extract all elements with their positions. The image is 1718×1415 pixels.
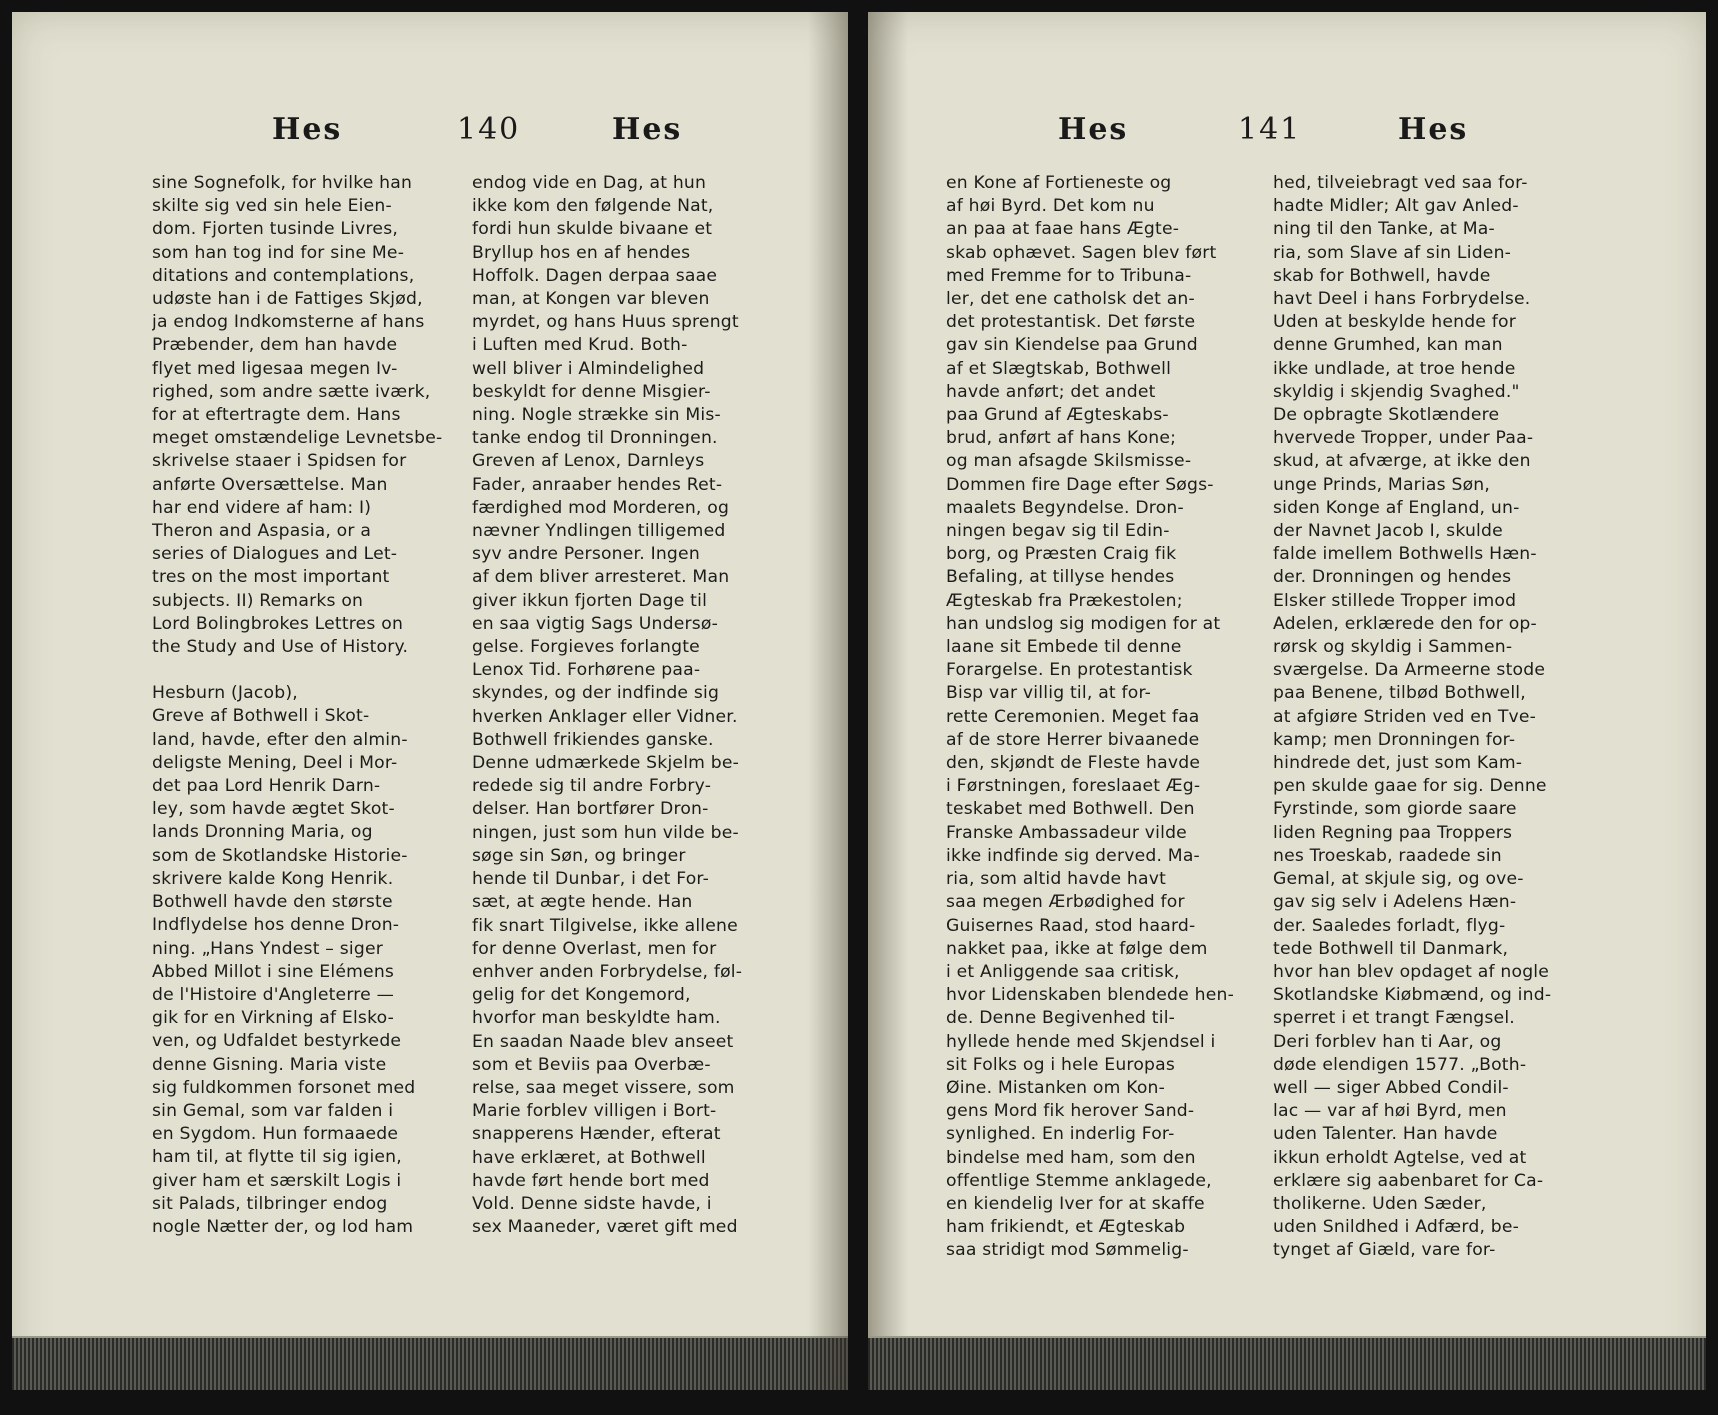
text-line: hvor han blev opdaget af nogle (1273, 961, 1550, 982)
left-page-header (12, 112, 848, 162)
text-line: sin Gemal, som var falden i (152, 1100, 394, 1121)
right-page-header (868, 112, 1706, 162)
text-line: Vold. Denne sidste havde, i (472, 1193, 712, 1214)
text-line: ham frikiendt, et Ægteskab (946, 1217, 1186, 1238)
text-line: det paa Lord Henrik Darn- (152, 776, 381, 797)
text-line: kamp; men Dronningen for- (1273, 729, 1516, 750)
text-line: hed, tilveiebragt ved saa for- (1273, 173, 1528, 193)
text-line: Skotlandske Kiøbmænd, og ind- (1273, 985, 1552, 1006)
text-line: flyet med ligesaa megen Iv- (152, 358, 398, 379)
text-line: nogle Nætter der, og lod ham (152, 1216, 414, 1237)
text-line: Theron and Aspasia, or a (152, 521, 372, 542)
text-line: falde imellem Bothwells Hæn- (1273, 544, 1537, 565)
text-line: myrdet, og hans Huus sprengt (472, 312, 739, 333)
text-line: Greven af Lenox, Darnleys (472, 451, 705, 472)
text-line: der Navnet Jacob I, skulde (1273, 521, 1503, 542)
text-line: ikkun erholdt Agtelse, ved at (1273, 1147, 1527, 1168)
text-line: En saadan Naade blev anseet (472, 1031, 734, 1052)
text-line: Guisernes Raad, stod haard- (946, 915, 1196, 936)
text-line: De opbragte Skotlændere (1273, 405, 1500, 426)
text-line: paa Grund af Ægteskabs- (946, 405, 1169, 426)
text-line: sine Sognefolk, for hvilke han (152, 173, 413, 193)
text-line: series of Dialogues and Let- (152, 544, 398, 565)
text-line: Befaling, at tillyse hendes (946, 567, 1175, 588)
text-line: denne Gisning. Maria viste (152, 1054, 387, 1075)
text-line: gelig for det Kongemord, (472, 985, 691, 1006)
text-line: brud, anført af hans Kone; (946, 428, 1177, 449)
text-line: Bryllup hos en af hendes (472, 242, 691, 263)
text-line: af høi Byrd. Det kom nu (946, 196, 1155, 217)
text-line: der. Dronningen og hendes (1273, 567, 1512, 588)
text-line: saa stridigt mod Sømmelig- (946, 1240, 1189, 1261)
text-line: ham til, at flytte til sig igien, (152, 1147, 402, 1168)
text-line: pen skulde gaae for sig. Denne (1273, 776, 1547, 797)
text-line: syv andre Personer. Ingen (472, 544, 700, 565)
text-line: Elsker stillede Tropper imod (1273, 590, 1517, 611)
text-line: en Kone af Fortieneste og (946, 173, 1172, 193)
text-line: ikke undlade, at troe hende (1273, 358, 1516, 379)
right-page-column-1 (946, 172, 1246, 1263)
text-line: har end videre af ham: I) (152, 497, 372, 518)
text-line: paa Benene, tilbød Bothwell, (1273, 683, 1526, 704)
text-line: Lord Bolingbrokes Lettres on (152, 613, 404, 634)
text-line: Greve af Bothwell i Skot- (152, 706, 370, 727)
text-line: rette Ceremonien. Meget faa (946, 706, 1200, 727)
page-edge (12, 1336, 848, 1390)
text-line: Bothwell frikiendes ganske. (472, 729, 714, 750)
text-line: Bothwell havde den største (152, 892, 393, 913)
right-page-column-2 (1273, 172, 1573, 1263)
text-line: ningen begav sig til Edin- (946, 521, 1170, 542)
text-line: endog vide en Dag, at hun (472, 173, 707, 193)
text-line: Deri forblev han ti Aar, og (1273, 1031, 1502, 1052)
text-line: righed, som andre sætte iværk, (152, 381, 431, 402)
text-line: giver ham et særskilt Logis i (152, 1170, 402, 1191)
text-line: siden Konge af England, un- (1273, 497, 1520, 518)
left-page-column-2 (472, 172, 772, 1239)
text-line: lac — var af høi Byrd, men (1273, 1101, 1507, 1122)
text-line: de l'Histoire d'Angleterre — (152, 984, 394, 1005)
text-line: beskyldt for denne Misgier- (472, 381, 711, 402)
text-line: tres on the most important (152, 567, 390, 588)
text-line: for at eftertragte dem. Hans (152, 405, 401, 426)
text-line: i et Anliggende saa critisk, (946, 961, 1180, 982)
text-line: meget omstændelige Levnetsbe- (152, 428, 443, 449)
text-line: dom. Fjorten tusinde Livres, (152, 219, 399, 240)
text-line: skrivere kalde Kong Henrik. (152, 868, 394, 889)
text-line: ning. „Hans Yndest – siger (152, 938, 384, 959)
right-page-number: 141 (1238, 112, 1302, 147)
text-line: gelse. Forgieves forlangte (472, 637, 700, 658)
text-line: i Førstningen, foreslaaet Æg- (946, 776, 1201, 797)
text-line: sæt, at ægte hende. Han (472, 892, 693, 913)
text-line: liden Regning paa Troppers (1273, 822, 1513, 843)
text-line: land, havde, efter den almin- (152, 729, 408, 750)
text-line: Gemal, at skjule sig, og ove- (1273, 869, 1524, 890)
text-line: hende til Dunbar, i det For- (472, 869, 710, 890)
text-line: tynget af Giæld, vare for- (1273, 1240, 1496, 1261)
text-line: hadte Midler; Alt gav Anled- (1273, 196, 1519, 217)
text-line: Indflydelse hos denne Dron- (152, 915, 400, 936)
text-line: sex Maaneder, været gift med (472, 1217, 738, 1238)
text-line: Dommen fire Dage efter Søgs- (946, 474, 1214, 495)
left-page (12, 12, 848, 1390)
text-line: ning til den Tanke, at Ma- (1273, 219, 1495, 240)
right-running-headword-right: Hes (1398, 112, 1469, 147)
text-line: sit Palads, tilbringer endog (152, 1193, 388, 1214)
text-line: fordi hun skulde bivaane et (472, 219, 713, 240)
text-line: hyllede hende med Skjendsel i (946, 1031, 1216, 1052)
text-line: have erklæret, at Bothwell (472, 1147, 706, 1168)
text-line: Adelen, erklærede den for op- (1273, 613, 1537, 634)
text-line: hvor Lidenskaben blendede hen- (946, 985, 1234, 1006)
text-line: rørsk og skyldig i Sammen- (1273, 637, 1513, 658)
text-line: havde ført hende bort med (472, 1170, 710, 1191)
text-line: han undslog sig modigen for at (946, 613, 1221, 634)
text-line: unge Prinds, Marias Søn, (1273, 474, 1491, 495)
text-line: gens Mord fik herover Sand- (946, 1101, 1195, 1122)
text-line: Ægteskab fra Prækestolen; (946, 590, 1183, 611)
text-line: tede Bothwell til Danmark, (1273, 938, 1509, 959)
text-line: havt Deel i hans Forbrydelse. (1273, 289, 1531, 310)
text-line: den, skjøndt de Fleste havde (946, 753, 1201, 774)
text-line: søge sin Søn, og bringer (472, 845, 686, 866)
text-line: skab ophævet. Sagen blev ført (946, 242, 1217, 263)
text-line: Øine. Mistanken om Kon- (946, 1077, 1166, 1098)
text-line: gik for en Virkning af Elsko- (152, 1008, 395, 1029)
text-line: ley, som havde ægtet Skot- (152, 799, 395, 820)
text-line: tholikerne. Uden Sæder, (1273, 1193, 1487, 1214)
text-line: subjects. II) Remarks on (152, 590, 364, 611)
text-line: skab for Bothwell, havde (1273, 265, 1491, 286)
text-line: sig fuldkommen forsonet med (152, 1077, 416, 1098)
text-line: enhver anden Forbrydelse, føl- (472, 961, 743, 982)
text-line: redede sig til andre Forbry- (472, 776, 712, 797)
text-line: delser. Han bortfører Dron- (472, 799, 709, 820)
text-line: skilte sig ved sin hele Eien- (152, 196, 392, 217)
text-line: havde anført; det andet (946, 381, 1156, 402)
text-line: giver ikkun fjorten Dage til (472, 590, 708, 611)
text-line: nakket paa, ikke at følge dem (946, 938, 1208, 959)
text-line: Franske Ambassadeur vilde (946, 822, 1187, 843)
text-line: og man afsagde Skilsmisse- (946, 451, 1192, 472)
text-line: der. Saaledes forladt, flyg- (1273, 915, 1506, 936)
text-line: en saa vigtig Sags Undersø- (472, 613, 719, 634)
left-page-column-1 (152, 172, 452, 1239)
text-line: nævner Yndlingen tilligemed (472, 521, 726, 542)
text-line: de. Denne Begivenhed til- (946, 1008, 1176, 1029)
text-line: som han tog ind for sine Me- (152, 242, 405, 263)
text-line: uden Snildhed i Adfærd, be- (1273, 1217, 1520, 1238)
text-line: Præbender, dem han havde (152, 335, 398, 356)
text-line: maalets Begyndelse. Dron- (946, 497, 1184, 518)
text-line: hindrede det, just som Kam- (1273, 753, 1523, 774)
text-line: borg, og Præsten Craig fik (946, 544, 1177, 565)
text-line: færdighed mod Morderen, og (472, 497, 730, 518)
text-line: uden Talenter. Han havde (1273, 1124, 1498, 1145)
text-line: hvorfor man beskyldte ham. (472, 1008, 721, 1029)
text-line: som et Beviis paa Overbæ- (472, 1054, 711, 1075)
text-line: well bliver i Almindelighed (472, 358, 705, 379)
text-line: Marie forblev villigen i Bort- (472, 1101, 717, 1122)
text-line: ria, som Slave af sin Liden- (1273, 242, 1512, 263)
text-line: erklære sig aabenbaret for Ca- (1273, 1170, 1544, 1191)
text-line: Lenox Tid. Forhørene paa- (472, 660, 701, 681)
text-line: skyldig i skjendig Svaghed." (1273, 381, 1520, 402)
text-line: med Fremme for to Tribuna- (946, 265, 1192, 286)
text-line: tanke endog til Dronningen. (472, 428, 718, 449)
text-line: Fyrstinde, som giorde saare (1273, 799, 1517, 820)
text-line: døde elendigen 1577. „Both- (1273, 1054, 1527, 1075)
text-line: ning. Nogle strække sin Mis- (472, 405, 721, 426)
text-line: sit Folks og i hele Europas (946, 1054, 1176, 1075)
text-line: ler, det ene catholsk det an- (946, 289, 1195, 310)
text-line: skud, at afværge, at ikke den (1273, 451, 1531, 472)
page-edge (868, 1336, 1706, 1390)
left-running-headword: Hes (272, 112, 343, 147)
text-line: en Sygdom. Hun formaaede (152, 1124, 399, 1145)
text-line: hvervede Tropper, under Paa- (1273, 428, 1534, 449)
text-line: gav sig selv i Adelens Hæn- (1273, 892, 1517, 913)
text-line: nes Troeskab, raadede sin (1273, 845, 1502, 866)
text-line: Uden at beskylde hende for (1273, 312, 1516, 333)
right-running-headword: Hes (1058, 112, 1129, 147)
text-line: af dem bliver arresteret. Man (472, 567, 730, 588)
text-line: Denne udmærkede Skjelm be- (472, 753, 740, 774)
text-line: hverken Anklager eller Vidner. (472, 706, 738, 727)
text-line: ikke indfinde sig derved. Ma- (946, 845, 1200, 866)
text-line: deligste Mening, Deel i Mor- (152, 752, 398, 773)
text-line: fik snart Tilgivelse, ikke allene (472, 915, 738, 936)
text-line: sperret i et trangt Fængsel. (1273, 1008, 1515, 1029)
text-line: man, at Kongen var bleven (472, 289, 710, 310)
text-line: Abbed Millot i sine Elémens (152, 961, 395, 982)
text-line: ven, og Udfaldet bestyrkede (152, 1031, 402, 1052)
text-line: bindelse med ham, som den (946, 1147, 1196, 1168)
text-line: an paa at faae hans Ægte- (946, 219, 1180, 240)
text-line: anførte Oversættelse. Man (152, 474, 388, 495)
text-line: skrivelse staaer i Spidsen for (152, 451, 407, 472)
text-line: for denne Overlast, men for (472, 938, 717, 959)
text-line: Hoffolk. Dagen derpaa saae (472, 265, 718, 286)
text-line: denne Grumhed, kan man (1273, 335, 1503, 356)
text-line: Bisp var villig til, at for- (946, 683, 1152, 704)
text-line: the Study and Use of History. (152, 637, 409, 658)
text-line: skyndes, og der indfinde sig (472, 683, 720, 704)
text-line: en kiendelig Iver for at skaffe (946, 1193, 1205, 1214)
text-line: teskabet med Bothwell. Den (946, 799, 1195, 820)
text-line: det protestantisk. Det første (946, 312, 1196, 333)
text-line: i Luften med Krud. Both- (472, 335, 688, 356)
text-line: Fader, anraaber hendes Ret- (472, 474, 723, 495)
text-line: at afgiøre Striden ved en Tve- (1273, 706, 1537, 727)
text-line: af et Slægtskab, Bothwell (946, 358, 1172, 379)
text-line: af de store Herrer bivaanede (946, 729, 1200, 750)
text-line: lands Dronning Maria, og (152, 822, 373, 843)
text-line: synlighed. En inderlig For- (946, 1124, 1175, 1145)
text-line: ria, som altid havde havt (946, 869, 1167, 890)
text-line: laane sit Embede til denne (946, 637, 1182, 658)
text-line: well — siger Abbed Condil- (1273, 1077, 1509, 1098)
text-line: som de Skotlandske Historie- (152, 845, 408, 866)
paragraph-gap (152, 659, 452, 682)
text-line: Forargelse. En protestantisk (946, 660, 1193, 681)
text-line: saa megen Ærbødighed for (946, 892, 1185, 913)
left-running-headword-right: Hes (612, 112, 683, 147)
left-page-number: 140 (457, 112, 521, 147)
text-line: udøste han i de Fattiges Skjød, (152, 289, 423, 310)
text-line: ditations and contemplations, (152, 265, 415, 286)
text-line: snapperens Hænder, efterat (472, 1124, 721, 1145)
text-line: gav sin Kiendelse paa Grund (946, 335, 1198, 356)
text-line: Hesburn (Jacob), (152, 683, 298, 704)
text-line: relse, saa meget vissere, som (472, 1077, 735, 1098)
text-line: sværgelse. Da Armeerne stode (1273, 660, 1546, 681)
text-line: ningen, just som hun vilde be- (472, 822, 739, 843)
right-page (868, 12, 1706, 1390)
text-line: ja endog Indkomsterne af hans (152, 312, 425, 333)
text-line: ikke kom den følgende Nat, (472, 196, 714, 217)
text-line: offentlige Stemme anklagede, (946, 1170, 1212, 1191)
